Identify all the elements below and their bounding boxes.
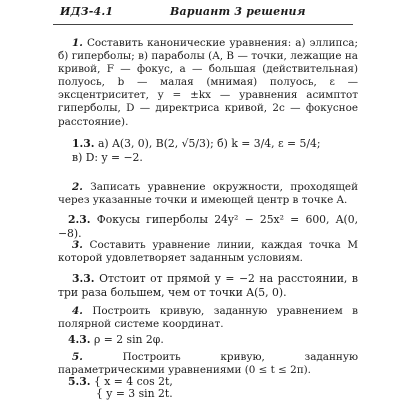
answer-2-3: 2.3. Фокусы гиперболы 24y² − 25x² = 600, A(0, −8). — [58, 213, 359, 240]
task-4: 4. Построить кривую, заданную уравнением в полярной системе координат. — [58, 305, 358, 331]
answer-3-3: 3.3. Отстоит от прямой y = −2 на расстоянии, в три раза большем, чем от точки A(5, 0). — [58, 272, 358, 299]
task-1: 1. Составить канонические уравнения: а) эллипса; б) гиперболы; в) параболы (A, B — точки, лежащие на кривой, F — фокус, a — большая (действительная) полуось, b — малая (мнимая) полуось, ε — эксцентриситет, y = ±kx — уравнения асимптот гиперболы, D — директриса кривой, 2c — фокусное расстояние). — [58, 37, 358, 128]
variant-title: Вариант 3 решения — [170, 5, 306, 18]
task-2: 2. Записать уравнение окружности, проходящей через указанные точки и имеющей центр в точке A. — [58, 181, 358, 207]
answer-4-3: 4.3. ρ = 2 sin 2φ. — [68, 333, 164, 346]
header-rule — [53, 24, 353, 25]
task-3: 3. Составить уравнение линии, каждая точка M которой удовлетворяет заданным условиям. — [58, 239, 358, 265]
answer-1-3: 1.3. а) A(3, 0), B(2, √5/3); б) k = 3/4, ε = 5/4; в) D: y = −2. — [72, 137, 321, 164]
task-5: 5. Построить кривую, заданную параметрическими уравнениями (0 ≤ t ≤ 2π). — [58, 351, 359, 377]
doc-id: ИДЗ-4.1 — [60, 5, 114, 18]
answer-5-3: 5.3. { x = 4 cos 2t, { y = 3 sin 2t. — [68, 375, 173, 400]
